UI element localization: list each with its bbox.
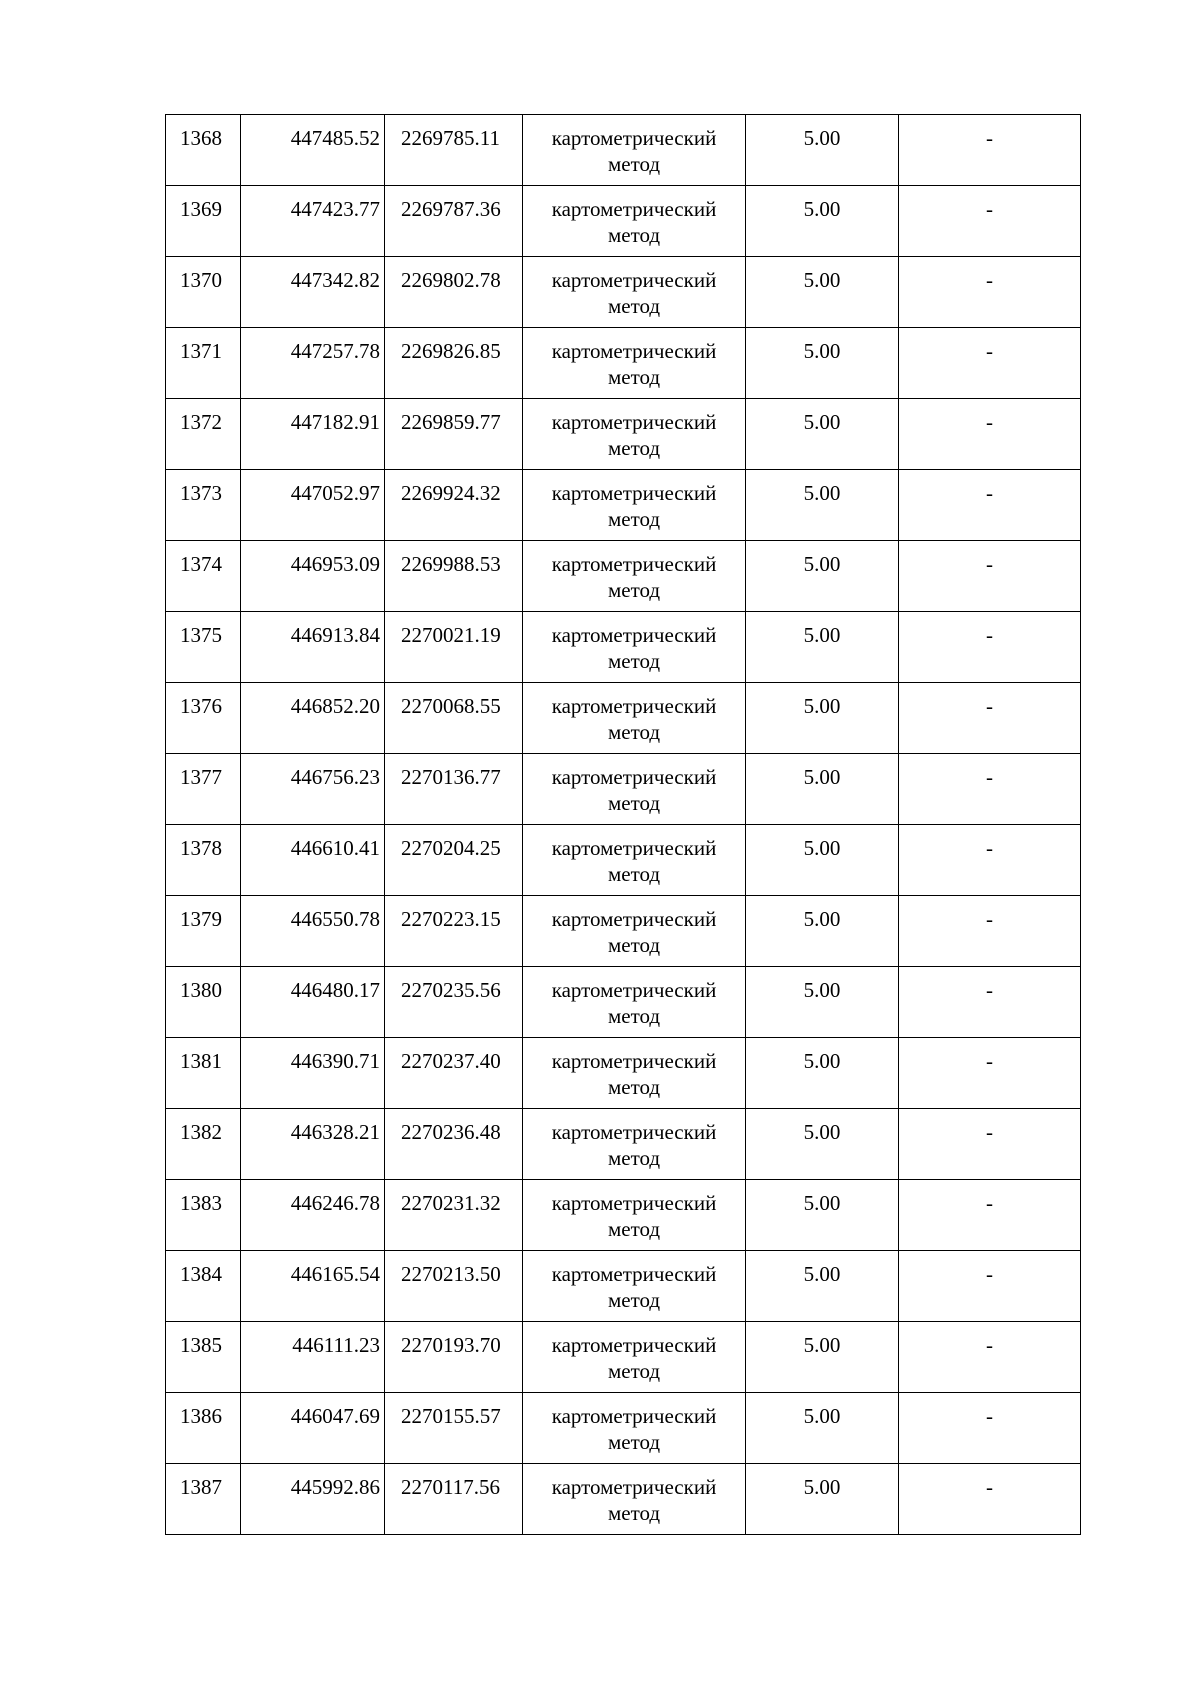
method-line-1: картометрический — [551, 907, 717, 931]
method-line-2: метод — [607, 223, 661, 247]
x-coordinate-cell: 446328.21 — [241, 1109, 385, 1180]
point-number-cell: 1386 — [166, 1393, 241, 1464]
x-coordinate-cell: 447342.82 — [241, 257, 385, 328]
description-cell: - — [899, 115, 1081, 186]
description-cell: - — [899, 257, 1081, 328]
method-cell — [523, 328, 746, 399]
description-cell: - — [899, 328, 1081, 399]
method-line-2: метод — [607, 649, 661, 673]
method-cell — [523, 541, 746, 612]
method-line-2: метод — [607, 1359, 661, 1383]
method-line-1: картометрический — [551, 1049, 717, 1073]
table-row — [166, 612, 1081, 683]
accuracy-cell: 5.00 — [746, 754, 899, 825]
point-number-cell: 1381 — [166, 1038, 241, 1109]
method-line-1: картометрический — [551, 623, 717, 647]
method-line-1: картометрический — [551, 1120, 717, 1144]
table-row — [166, 1109, 1081, 1180]
table-row — [166, 1180, 1081, 1251]
method-cell — [523, 186, 746, 257]
point-number-cell: 1385 — [166, 1322, 241, 1393]
method-line-1: картометрический — [551, 339, 717, 363]
description-cell: - — [899, 470, 1081, 541]
description-cell: - — [899, 1180, 1081, 1251]
method-cell — [523, 1180, 746, 1251]
x-coordinate-cell: 446550.78 — [241, 896, 385, 967]
x-coordinate-cell: 447423.77 — [241, 186, 385, 257]
method-cell — [523, 1322, 746, 1393]
x-coordinate-cell: 447052.97 — [241, 470, 385, 541]
coordinates-table — [165, 114, 1081, 1535]
point-number-cell: 1370 — [166, 257, 241, 328]
method-line-2: метод — [607, 1430, 661, 1454]
method-cell — [523, 1038, 746, 1109]
method-line-2: метод — [607, 1146, 661, 1170]
description-cell: - — [899, 754, 1081, 825]
method-cell — [523, 1251, 746, 1322]
description-cell: - — [899, 1322, 1081, 1393]
description-cell: - — [899, 1251, 1081, 1322]
method-cell — [523, 115, 746, 186]
description-cell: - — [899, 1393, 1081, 1464]
point-number-cell: 1369 — [166, 186, 241, 257]
y-coordinate-cell: 2270237.40 — [385, 1038, 523, 1109]
method-line-2: метод — [607, 862, 661, 886]
description-cell: - — [899, 612, 1081, 683]
y-coordinate-cell: 2270213.50 — [385, 1251, 523, 1322]
table-row — [166, 1038, 1081, 1109]
method-line-2: метод — [607, 791, 661, 815]
table-row — [166, 328, 1081, 399]
y-coordinate-cell: 2270136.77 — [385, 754, 523, 825]
method-line-2: метод — [607, 436, 661, 460]
point-number-cell: 1384 — [166, 1251, 241, 1322]
accuracy-cell: 5.00 — [746, 186, 899, 257]
y-coordinate-cell: 2270117.56 — [385, 1464, 523, 1535]
y-coordinate-cell: 2270193.70 — [385, 1322, 523, 1393]
description-cell: - — [899, 967, 1081, 1038]
description-cell: - — [899, 683, 1081, 754]
description-cell: - — [899, 541, 1081, 612]
accuracy-cell: 5.00 — [746, 399, 899, 470]
y-coordinate-cell: 2269787.36 — [385, 186, 523, 257]
method-line-1: картометрический — [551, 1262, 717, 1286]
y-coordinate-cell: 2269859.77 — [385, 399, 523, 470]
table-row — [166, 186, 1081, 257]
y-coordinate-cell: 2270231.32 — [385, 1180, 523, 1251]
accuracy-cell: 5.00 — [746, 1464, 899, 1535]
y-coordinate-cell: 2270223.15 — [385, 896, 523, 967]
point-number-cell: 1368 — [166, 115, 241, 186]
table-row — [166, 541, 1081, 612]
table-row — [166, 257, 1081, 328]
accuracy-cell: 5.00 — [746, 1251, 899, 1322]
method-line-1: картометрический — [551, 268, 717, 292]
accuracy-cell: 5.00 — [746, 470, 899, 541]
point-number-cell: 1383 — [166, 1180, 241, 1251]
x-coordinate-cell: 446480.17 — [241, 967, 385, 1038]
method-cell — [523, 825, 746, 896]
method-line-1: картометрический — [551, 126, 717, 150]
accuracy-cell: 5.00 — [746, 825, 899, 896]
method-line-2: метод — [607, 152, 661, 176]
table-row — [166, 754, 1081, 825]
x-coordinate-cell: 447182.91 — [241, 399, 385, 470]
point-number-cell: 1379 — [166, 896, 241, 967]
description-cell: - — [899, 399, 1081, 470]
x-coordinate-cell: 447257.78 — [241, 328, 385, 399]
accuracy-cell: 5.00 — [746, 612, 899, 683]
method-line-1: картометрический — [551, 481, 717, 505]
method-line-1: картометрический — [551, 1333, 717, 1357]
method-line-1: картометрический — [551, 1404, 717, 1428]
point-number-cell: 1372 — [166, 399, 241, 470]
y-coordinate-cell: 2269924.32 — [385, 470, 523, 541]
y-coordinate-cell: 2270235.56 — [385, 967, 523, 1038]
description-cell: - — [899, 896, 1081, 967]
table-row — [166, 825, 1081, 896]
point-number-cell: 1387 — [166, 1464, 241, 1535]
method-cell — [523, 1393, 746, 1464]
description-cell: - — [899, 1109, 1081, 1180]
x-coordinate-cell: 446111.23 — [241, 1322, 385, 1393]
table-row — [166, 683, 1081, 754]
method-cell — [523, 1109, 746, 1180]
accuracy-cell: 5.00 — [746, 1393, 899, 1464]
method-line-1: картометрический — [551, 765, 717, 789]
accuracy-cell: 5.00 — [746, 1322, 899, 1393]
method-line-1: картометрический — [551, 1191, 717, 1215]
point-number-cell: 1377 — [166, 754, 241, 825]
description-cell: - — [899, 1038, 1081, 1109]
method-cell — [523, 399, 746, 470]
point-number-cell: 1373 — [166, 470, 241, 541]
y-coordinate-cell: 2270204.25 — [385, 825, 523, 896]
method-line-1: картометрический — [551, 1475, 717, 1499]
method-line-1: картометрический — [551, 197, 717, 221]
coordinates-table-body — [166, 115, 1081, 1535]
method-line-1: картометрический — [551, 552, 717, 576]
method-line-1: картометрический — [551, 978, 717, 1002]
method-cell — [523, 1464, 746, 1535]
x-coordinate-cell: 446610.41 — [241, 825, 385, 896]
method-line-2: метод — [607, 933, 661, 957]
x-coordinate-cell: 446756.23 — [241, 754, 385, 825]
x-coordinate-cell: 447485.52 — [241, 115, 385, 186]
y-coordinate-cell: 2270021.19 — [385, 612, 523, 683]
point-number-cell: 1371 — [166, 328, 241, 399]
description-cell: - — [899, 825, 1081, 896]
x-coordinate-cell: 446852.20 — [241, 683, 385, 754]
method-line-1: картометрический — [551, 694, 717, 718]
accuracy-cell: 5.00 — [746, 1038, 899, 1109]
y-coordinate-cell: 2270155.57 — [385, 1393, 523, 1464]
x-coordinate-cell: 446390.71 — [241, 1038, 385, 1109]
x-coordinate-cell: 446246.78 — [241, 1180, 385, 1251]
x-coordinate-cell: 446165.54 — [241, 1251, 385, 1322]
accuracy-cell: 5.00 — [746, 683, 899, 754]
accuracy-cell: 5.00 — [746, 1109, 899, 1180]
method-line-2: метод — [607, 507, 661, 531]
x-coordinate-cell: 445992.86 — [241, 1464, 385, 1535]
method-line-2: метод — [607, 1288, 661, 1312]
table-row — [166, 1322, 1081, 1393]
accuracy-cell: 5.00 — [746, 115, 899, 186]
method-cell — [523, 612, 746, 683]
accuracy-cell: 5.00 — [746, 967, 899, 1038]
method-line-2: метод — [607, 294, 661, 318]
y-coordinate-cell: 2269988.53 — [385, 541, 523, 612]
x-coordinate-cell: 446047.69 — [241, 1393, 385, 1464]
point-number-cell: 1380 — [166, 967, 241, 1038]
method-line-2: метод — [607, 720, 661, 744]
table-row — [166, 115, 1081, 186]
method-cell — [523, 967, 746, 1038]
table-row — [166, 967, 1081, 1038]
method-line-2: метод — [607, 578, 661, 602]
method-cell — [523, 896, 746, 967]
x-coordinate-cell: 446953.09 — [241, 541, 385, 612]
table-row — [166, 399, 1081, 470]
table-row — [166, 896, 1081, 967]
table-row — [166, 1251, 1081, 1322]
accuracy-cell: 5.00 — [746, 896, 899, 967]
method-line-1: картометрический — [551, 836, 717, 860]
method-cell — [523, 257, 746, 328]
method-cell — [523, 754, 746, 825]
point-number-cell: 1376 — [166, 683, 241, 754]
point-number-cell: 1382 — [166, 1109, 241, 1180]
method-line-2: метод — [607, 1501, 661, 1525]
method-cell — [523, 683, 746, 754]
method-line-1: картометрический — [551, 410, 717, 434]
method-line-2: метод — [607, 1004, 661, 1028]
y-coordinate-cell: 2269826.85 — [385, 328, 523, 399]
accuracy-cell: 5.00 — [746, 541, 899, 612]
table-row — [166, 1464, 1081, 1535]
method-line-2: метод — [607, 365, 661, 389]
description-cell: - — [899, 1464, 1081, 1535]
method-line-2: метод — [607, 1075, 661, 1099]
table-row — [166, 470, 1081, 541]
table-row — [166, 1393, 1081, 1464]
x-coordinate-cell: 446913.84 — [241, 612, 385, 683]
y-coordinate-cell: 2270236.48 — [385, 1109, 523, 1180]
point-number-cell: 1378 — [166, 825, 241, 896]
accuracy-cell: 5.00 — [746, 257, 899, 328]
method-line-2: метод — [607, 1217, 661, 1241]
y-coordinate-cell: 2270068.55 — [385, 683, 523, 754]
accuracy-cell: 5.00 — [746, 1180, 899, 1251]
accuracy-cell: 5.00 — [746, 328, 899, 399]
y-coordinate-cell: 2269802.78 — [385, 257, 523, 328]
point-number-cell: 1374 — [166, 541, 241, 612]
description-cell: - — [899, 186, 1081, 257]
method-cell — [523, 470, 746, 541]
point-number-cell: 1375 — [166, 612, 241, 683]
y-coordinate-cell: 2269785.11 — [385, 115, 523, 186]
